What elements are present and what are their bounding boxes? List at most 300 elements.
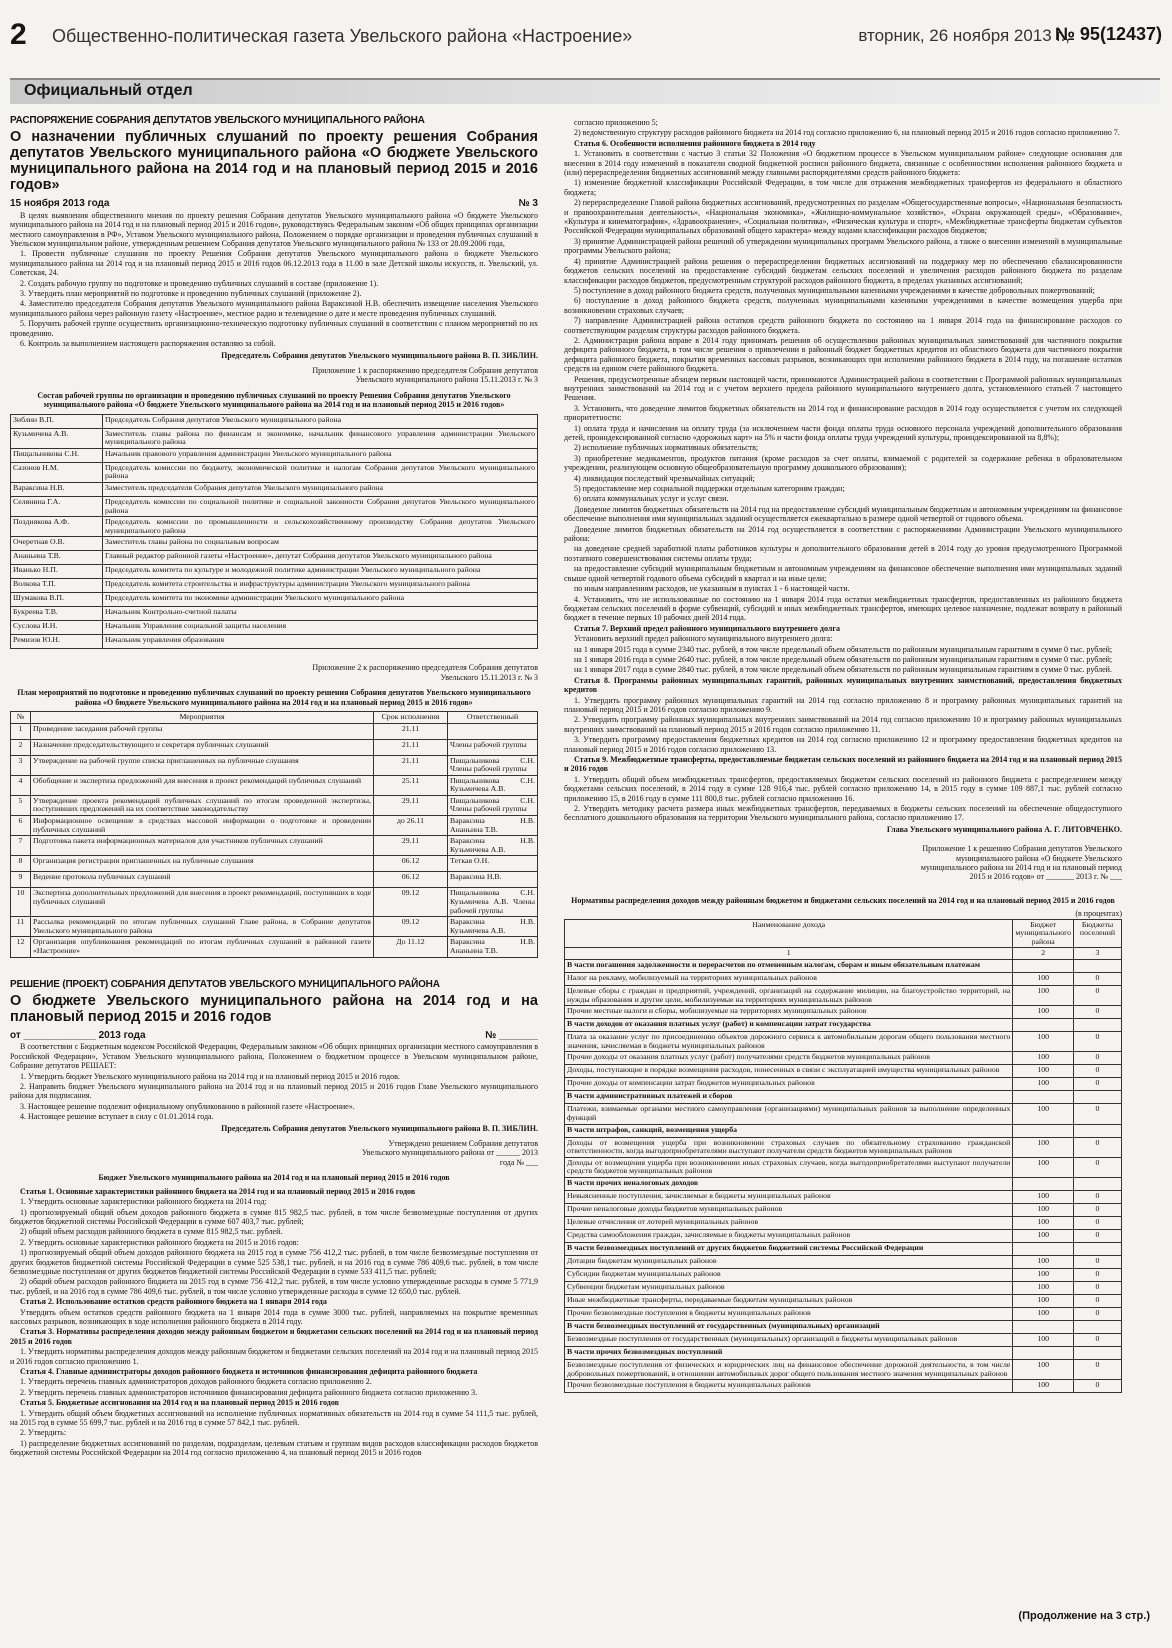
order-signature: Председатель Собрания депутатов Увельского муниципального района В. П. ЗИБЛИН. (221, 350, 538, 360)
table-cell: 21.11 (374, 739, 448, 755)
paragraph: 2. Утвердить: (20, 1428, 67, 1438)
table-cell: 100 (1013, 1104, 1074, 1124)
table-cell: 100 (1013, 1065, 1074, 1078)
column-header: Бюджет муниципального района (1013, 919, 1074, 948)
table-row (11, 462, 538, 482)
table-cell: Организация опубликования рекомендаций по итогам публичных слушаний в районной газете «Настроение» (31, 937, 374, 957)
paragraph: Статья 8. Программы районных муниципальных гарантий, районных муниципальных внутренних заимствований, предоставления бюджетных кредитов (564, 675, 1122, 695)
table-cell: Начальник Контрольно-счетной палаты (103, 607, 538, 621)
paragraph: 1. Утвердить общий объем бюджетных ассигнований на исполнение публичных нормативных обязательств на 2014 год в сумме 54 111,5 тыс. рублей, на 2015 год в сумме 55 699,7 тыс. рублей и на 2016 год в сумме 57 842,1 тыс. рублей. (10, 1408, 538, 1428)
paragraph: 1. Провести публичные слушания по проекту Решения Собрания депутатов Увельского муниципального района о бюджете Увельского муниципального района на 2014 год и на плановый период 2015 и 2016 годов 06.12.2013 года в 11.00 в зале Детской школы искусств, п. Увельский, ул. Советская, 24. (10, 249, 538, 278)
table-cell: 100 (1013, 1006, 1074, 1019)
paragraph: 1. Утвердить перечень главных администраторов доходов районного бюджета согласно приложению 2. (20, 1377, 372, 1387)
table-cell: 5 (11, 795, 31, 815)
column-header: № (11, 711, 31, 723)
paragraph: Решения, предусмотренные абзацем первым настоящей части, принимаются Администрацией района в соответствии с Программой районных муниципальных внутренних заимствований на 2014 год и с учетом верхнего предела районного муниципального внутреннего долга, установленного статьей 7 настоящего Решения. (564, 374, 1122, 403)
table-cell: Средства самообложения граждан, зачисляемые в бюджеты муниципальных районов (565, 1230, 1013, 1243)
table-cell: 9 (11, 872, 31, 888)
table-row (11, 937, 538, 957)
table-row (11, 482, 538, 496)
table-cell: Пищальникова С.Н. Члены рабочей группы (448, 755, 538, 775)
table-row (11, 872, 538, 888)
paragraph: Доведение лимитов бюджетных обязательств на 2014 год осуществляется в соответствии с распоряжениями Администрации Увельского муниципального района: (564, 524, 1122, 544)
norm-caption: Приложение 1 к решению Собрания депутатов Увельского муниципального района «О бюджете Увельского муниципального района на 2014 год и на плановый период 2015 и 2016 годов» от _______ 2013 г. № ___ (920, 844, 1122, 882)
table-cell: Рассылка рекомендаций по итогам публичных слушаний Главе района, в Собрание депутатов Увельского муниципального района (31, 917, 374, 937)
table-cell: 100 (1013, 1380, 1074, 1393)
norm-unit: (в процентах) (1075, 909, 1122, 919)
paragraph: 6) оплата коммунальных услуг и услуг связи. (574, 494, 729, 504)
table-section-row (565, 1243, 1122, 1256)
paragraph: Статья 4. Главные администраторы доходов районного бюджета и источников финансирования дефицита районного бюджета (20, 1367, 478, 1376)
table-cell: 0 (1074, 1191, 1122, 1204)
table-cell: 100 (1013, 973, 1074, 986)
table-cell: Сазонов Н.М. (11, 462, 103, 482)
table-cell: Суслова И.Н. (11, 621, 103, 635)
paragraph: 2. Создать рабочую группу по подготовке и проведению публичных слушаний в составе (приложение 1). (20, 278, 379, 288)
table-cell: 100 (1013, 1282, 1074, 1295)
paragraph: 7) направление Администрацией района остатков средств районного бюджета по состоянию на 1 января 2014 года на финансирование расходов со соответствующим разделам структуры расходов районного бюджета. (564, 316, 1122, 335)
table-row (11, 551, 538, 565)
table-cell: Информационное освещение в средствах массовой информации о подготовке и проведении публичных слушаний (31, 816, 374, 836)
table-cell: Зиблин В.П. (11, 414, 103, 428)
paragraph: 5) предоставление мер социальной поддержки отдельным категориям граждан; (574, 484, 845, 494)
table-row (565, 973, 1122, 986)
table-cell: Кузьмичева А.В. (11, 428, 103, 448)
table-cell: Невыясненные поступления, зачисляемые в бюджеты муниципальных районов (565, 1191, 1013, 1204)
paragraph: Утвердить объем остатков средств районного бюджета на 1 января 2014 года в сумме 3000 тыс. рублей, направляемых на покрытие временных кассовых разрывов, возникающих в ходе исполнения районного бюджета в 2014 году. (10, 1307, 538, 1326)
table-row (11, 621, 538, 635)
table-row (565, 1217, 1122, 1230)
table-row (11, 888, 538, 917)
table-row (11, 775, 538, 795)
table-cell: Пищальникова С.Н. Кузьмичева А.В. Члены рабочей группы (448, 888, 538, 917)
table-cell: 0 (1074, 1334, 1122, 1347)
table-cell: В части прочих неналоговых доходов (565, 1178, 1013, 1191)
page-number: 2 (10, 18, 27, 51)
paragraph: Статья 9. Межбюджетные трансферты, предоставляемые бюджетам сельских поселений из районного бюджета на 2014 год и на плановый период 2015 и 2016 годов (564, 755, 1122, 774)
paragraph: на 1 января 2016 года в сумме 2640 тыс. рублей, в том числе предельный объем обязательств по районным муниципальным гарантиям в сумме 0 тыс. рублей; (574, 654, 1113, 664)
table-cell: 0 (1074, 1308, 1122, 1321)
paragraph: 5. Поручить рабочей группе осуществить организационно-техническую подготовку публичных слушаний в соответствии с планом мероприятий по их проведению. (10, 319, 538, 338)
order-title: О назначении публичных слушаний по проекту решения Собрания депутатов Увельского муниципального района «О бюджете Увельского муниципального района на 2014 год и на плановый период 2015 и 2016 годов» (10, 129, 538, 194)
table-row (11, 836, 538, 856)
paragraph: 1) изменение бюджетной классификации Российской Федерации, в том числе для отражения межбюджетных трансфертов из федерального и областного бюджета; (564, 178, 1122, 197)
table-row (565, 1078, 1122, 1091)
table-cell: 21.11 (374, 723, 448, 739)
table-section-row (565, 1091, 1122, 1104)
table-row (11, 537, 538, 551)
table-cell: Назначение председательствующего и секретаря публичных слушаний (31, 739, 374, 755)
table-cell: Дотации бюджетам муниципальных районов (565, 1256, 1013, 1269)
paragraph: 4) ликвидация последствий чрезвычайных ситуаций; (574, 473, 755, 483)
continued-note: (Продолжение на 3 стр.) (1018, 1610, 1150, 1622)
paragraph: 2. Утвердить программу районных муниципальных внутренних заимствований на 2014 год согласно приложению 10 и программу районных муниципальных внутренних заимствований на плановый период 2015 и 2016 годов согласно приложению 11. (564, 715, 1122, 734)
table-cell: Проведение заседания рабочей группы (31, 723, 374, 739)
table-cell (1013, 1321, 1074, 1334)
table-cell: 100 (1013, 1308, 1074, 1321)
table-row (565, 1230, 1122, 1243)
table-row (11, 565, 538, 579)
paragraph: 6) поступление в доход районного бюджета средств, полученных муниципальными казенными учреждениями в качестве возмещения ущерба при возникновении страховых случаев; (564, 296, 1122, 315)
paragraph: 1) прогнозируемый общий объем доходов районного бюджета в сумме 815 982,5 тыс. рублей, в том числе безвозмездные поступления от других бюджетов бюджетной системы Российской Федерации в сумме 607 403,7 тыс. рублей; (10, 1207, 538, 1226)
table-section-row (565, 1124, 1122, 1137)
paragraph: Статья 1. Основные характеристики районного бюджета на 2014 год и на плановый период 2015 и 2016 годов (20, 1186, 416, 1196)
budget-articles (10, 1187, 538, 1458)
table-cell: 8 (11, 856, 31, 872)
table-section-row (565, 1178, 1122, 1191)
table-cell (1074, 1124, 1122, 1137)
column-header: Срок исполнения (374, 711, 448, 723)
table-cell: Вараксина Н.В. Ананьина Т.В. (448, 937, 538, 957)
table-cell: Иные межбюджетные трансферты, передаваемые бюджетам муниципальных районов (565, 1295, 1013, 1308)
table-cell: 21.11 (374, 755, 448, 775)
paragraph: на 1 января 2015 года в сумме 2340 тыс. рублей, в том числе предельный объем обязательств по районным муниципальным гарантиям в сумме 0 тыс. рублей; (574, 644, 1113, 654)
paragraph: на предоставление субсидий муниципальным бюджетным и автономным учреждениям на финансовое обеспечение выполнения ими муниципальных заданий свыше одной четвертой годового объема субсидий в квартал и на иные цели; (564, 564, 1122, 583)
table-cell: Прочие местные налоги и сборы, мобилизуемые на территориях муниципальных районов (565, 1006, 1013, 1019)
table-cell: Начальник правового управления администрации Увельского муниципального района (103, 448, 538, 462)
table-cell: 100 (1013, 986, 1074, 1006)
order-body (10, 211, 538, 349)
table-cell: В части погашения задолженности и перерасчетов по отмененным налогам, сборам и иным обязательным платежам (565, 960, 1013, 973)
table-cell: 09.12 (374, 888, 448, 917)
paragraph: 2) общий объем расходов районного бюджета в сумме 815 982,5 тыс. рублей. (20, 1227, 283, 1237)
table-cell: Председатель Собрания депутатов Увельского муниципального района (103, 414, 538, 428)
draft-signature: Председатель Собрания депутатов Увельского муниципального района В. П. ЗИБЛИН. (221, 1123, 538, 1133)
table-row (11, 917, 538, 937)
table-cell: Платежи, взимаемые органами местного самоуправления (организациями) муниципальных районов за выполнение определенных функций (565, 1104, 1013, 1124)
table-cell (448, 723, 538, 739)
table-row (565, 1256, 1122, 1269)
table-cell: 100 (1013, 1295, 1074, 1308)
table-section-row (565, 1347, 1122, 1360)
table-cell: 0 (1074, 1137, 1122, 1157)
table-cell: 4 (11, 775, 31, 795)
table-cell: Утверждение проекта рекомендаций публичных слушаний по итогам проведенной экспертизы, поступивших предложений на их соответствие законодательству (31, 795, 374, 815)
table-cell: Шумакова В.П. (11, 593, 103, 607)
table-cell (1074, 1321, 1122, 1334)
paragraph: на 1 января 2017 года в сумме 2840 тыс. рублей, в том числе предельный объем обязательств по районным муниципальным гарантиям в сумме 0 тыс. рублей. (574, 665, 1112, 675)
table-cell: Главный редактор районной газеты «Настроение», депутат Собрания депутатов Увельского муниципального района (103, 551, 538, 565)
table-cell: 09.12 (374, 917, 448, 937)
table-cell: Прочие безвозмездные поступления в бюджеты муниципальных районов (565, 1308, 1013, 1321)
paragraph: 2) перераспределение Главой района бюджетных ассигнований, предусмотренных по разделам «Общегосударственные вопросы», «Национальная безопасность и правоохранительная деятельность», «Национальная экономика», «Жилищно-коммунальное хозяйство», «Охрана окружающей среды», «Образование», «Культура и кинематография», «Здравоохранение», «Социальная политика», «Физическая культура и спорт», «Межбюджетные трансферты бюджетам субъектов Российской Федерации муниципальных образований общего характера» между кодами классификации расходов бюджетов; (564, 198, 1122, 236)
table-cell: Целевые отчисления от лотерей муниципальных районов (565, 1217, 1013, 1230)
table-row (11, 856, 538, 872)
table-cell: Заместитель председателя Собрания депутатов Увельского муниципального района (103, 482, 538, 496)
table-row (565, 1052, 1122, 1065)
table-cell: 0 (1074, 1032, 1122, 1052)
table-row (11, 496, 538, 516)
paragraph: 4) принятие Администрацией района решения о перераспределении бюджетных ассигнований на поддержку мер по обеспечению сбалансированности бюджетов сельских поселений на предоставление субсидий бюджетам сельских поселений и увеличения расходов районного бюджета по разделам классификации расходов бюджетов, предусмотренным структурой расходов районного бюджета, в пределах указанных ассигнований; (564, 256, 1122, 285)
table-cell: 0 (1074, 1157, 1122, 1177)
table-cell: 100 (1013, 1157, 1074, 1177)
table-cell: Утверждение на рабочей группе списка приглашенных на публичные слушания (31, 755, 374, 775)
table-cell: 100 (1013, 1230, 1074, 1243)
paragraph: 1. Утвердить программу районных муниципальных гарантий на 2014 год согласно приложению 8 и программу районных муниципальных гарантий на плановый период 2015 и 2016 годов согласно приложению 9. (564, 695, 1122, 714)
table-cell: Заместитель главы района по финансам и экономике, начальник финансового управления администрации Увельского муниципального района (103, 428, 538, 448)
column-header: 1 (565, 948, 1013, 960)
table-cell (1074, 1347, 1122, 1360)
table-cell: В части доходов от оказания платных услуг (работ) и компенсации затрат государства (565, 1019, 1013, 1032)
table-cell: 06.12 (374, 856, 448, 872)
table-cell: Субвенции бюджетам муниципальных районов (565, 1282, 1013, 1295)
table-cell: Начальник управления образования (103, 635, 538, 649)
table-cell: Прочие неналоговые доходы бюджетов муниципальных районов (565, 1204, 1013, 1217)
paragraph: согласно приложению 5; (574, 118, 658, 127)
table-row (11, 579, 538, 593)
table-cell: До 11.12 (374, 937, 448, 957)
table-cell: Председатель комиссии по промышленности и сельскохозяйственному производству Собрания депутатов Увельского муниципального района (103, 517, 538, 537)
table-cell: 0 (1074, 1065, 1122, 1078)
table-cell: В части штрафов, санкций, возмещения ущерба (565, 1124, 1013, 1137)
table-row (565, 1157, 1122, 1177)
table-cell: Подготовка пакета информационных материалов для участников публичных слушаний (31, 836, 374, 856)
table-cell: 3 (11, 755, 31, 775)
table-cell: Прочие доходы от оказания платных услуг (работ) получателями средств бюджетов муниципальных районов (565, 1052, 1013, 1065)
table-cell: В части безвозмездных поступлений от государственных (муниципальных) организаций (565, 1321, 1013, 1334)
table-cell: 100 (1013, 1217, 1074, 1230)
table-cell: Доходы от возмещения ущерба при возникновении иных страховых случаев, когда выгодоприобретателями выступают получатели средств бюджетов муниципальных районов (565, 1157, 1013, 1177)
column-header: 2 (1013, 948, 1074, 960)
table-cell: Вараксина Н.В. (11, 482, 103, 496)
table-cell: В части безвозмездных поступлений от других бюджетов бюджетной системы Российской Федерации (565, 1243, 1013, 1256)
table-cell: Обобщение и экспертиза предложений для внесения в проект рекомендаций публичных слушаний (31, 775, 374, 795)
paragraph: 1. Утвердить бюджет Увельского муниципального района на 2014 год и на плановый период 2015 и 2016 годов. (20, 1071, 400, 1081)
draft-title: О бюджете Увельского муниципального района на 2014 год и на плановый период 2015 и 2016 годов (10, 993, 538, 1025)
table-row (565, 1360, 1122, 1380)
table-cell: 100 (1013, 1204, 1074, 1217)
table-cell: Субсидии бюджетам муниципальных районов (565, 1269, 1013, 1282)
table-row (11, 593, 538, 607)
table-cell: 100 (1013, 1191, 1074, 1204)
table-row (565, 1204, 1122, 1217)
table-row (11, 517, 538, 537)
table-cell: Председатель комитета по экономике администрации Увельского муниципального района (103, 593, 538, 607)
draft-approved: Утверждено решением Собрания депутатов Увельского муниципального района от ______ 2013 года № ___ (362, 1139, 538, 1167)
table-row (565, 1191, 1122, 1204)
table-cell: 0 (1074, 1204, 1122, 1217)
newspaper-title: Общественно-политическая газета Увельского района «Настроение» (52, 26, 633, 46)
paragraph: Статья 7. Верхний предел районного муниципального внутреннего долга (574, 623, 840, 633)
table-cell: Пищальникова С.Н. Члены рабочей группы (448, 795, 538, 815)
table-row (565, 1065, 1122, 1078)
table-cell: 100 (1013, 1078, 1074, 1091)
plan-table (10, 711, 538, 958)
paragraph: 4. Установить, что не использованные по состоянию на 1 января 2014 года остатки межбюджетных трансфертов, предоставленных из районного бюджета бюджетам сельских поселений в форме субвенций, субсидий и иных межбюджетных трансфертов, имеющих целевое назначение, подлежат возврату в районный бюджет в течение первых 10 рабочих дней 2014 года. (564, 594, 1122, 623)
table-cell: Экспертиза дополнительных предложений для внесения в проект рекомендаций, поступивших в ходе публичных слушаний (31, 888, 374, 917)
table-cell: 0 (1074, 1256, 1122, 1269)
paragraph: 1. Установить в соответствии с частью 3 статьи 32 Положения «О бюджетном процессе в Увельском муниципальном районе» следующие основания для внесения в 2014 году изменений в показатели сводной бюджетной росписи районного бюджета, связанные с особенностями исполнения районного бюджета и (или) перераспределения бюджетных ассигнований между главными распорядителями средств районного бюджета: (564, 149, 1122, 178)
table-section-row (565, 960, 1122, 973)
table-row (565, 1308, 1122, 1321)
table-row (565, 1104, 1122, 1124)
paragraph: Доведение лимитов бюджетных обязательств на 2014 год на предоставление субсидий муниципальным бюджетным и автономным учреждениям на финансовое обеспечение выполнения ими муниципальных заданий осуществляется ежеквартально в размере одной четвертой от годового объема. (564, 504, 1122, 524)
order-label: РАСПОРЯЖЕНИЕ СОБРАНИЯ ДЕПУТАТОВ УВЕЛЬСКОГО МУНИЦИПАЛЬНОГО РАЙОНА (10, 115, 425, 126)
table-cell: 0 (1074, 1052, 1122, 1065)
page-header (10, 18, 1162, 56)
table-cell: Иванько Н.П. (11, 565, 103, 579)
paragraph: 2) общий объем расходов районного бюджета на 2015 год в сумме 756 412,2 тыс. рублей, в том числе условно утвержденные расходы в сумме 5 771,9 тыс. рублей, и на 2016 год в сумме 786 409,6 тыс. рублей, в том числе условно утвержденные расходы в сумме 12 650,0 тыс. рублей. (10, 1277, 538, 1296)
table-cell (1074, 1178, 1122, 1191)
table-cell (1013, 960, 1074, 973)
table-cell: В части прочих безвозмездных поступлений (565, 1347, 1013, 1360)
paragraph: 3. Утвердить программу предоставления бюджетных кредитов на 2014 год согласно приложению 12 и программу предоставления бюджетных кредитов на плановый период 2015 и 2016 годов согласно приложению 13. (564, 735, 1122, 754)
appendix2-caption: Приложение 2 к распоряжению председателя Собрания депутатов Увельского 15.11.2013 г. № 3 (312, 663, 538, 682)
table-cell: Букреева Т.В. (11, 607, 103, 621)
table-cell: Прочие безвозмездные поступления в бюджеты муниципальных районов (565, 1380, 1013, 1393)
paragraph: Установить верхний предел районного муниципального внутреннего долга: (574, 634, 833, 644)
table-cell: 100 (1013, 1032, 1074, 1052)
paragraph: 1) прогнозируемый общий объем доходов районного бюджета на 2015 год в сумме 756 412,2 тыс. рублей, в том числе безвозмездные поступления от других бюджетов бюджетной системы Российской Федерации в сумме 525 538,1 тыс. рублей, и на 2016 год в сумме 786 409,6 тыс. рублей, в том числе безвозмездные поступления от других бюджетов бюджетной системы Российской Федерации в сумме 533 411,5 тыс. рублей; (10, 1248, 538, 1276)
table-cell: Доходы от возмещения ущерба при возникновении страховых случаев по обязательному страхованию гражданской ответственности, когда выгодоприобретателями выступают получатели средств бюджетов муниципальных районов (565, 1137, 1013, 1157)
table-cell: Позднякова А.Ф. (11, 517, 103, 537)
table-cell (1013, 1019, 1074, 1032)
table-cell (1013, 1091, 1074, 1104)
table-row (565, 1006, 1122, 1019)
table-cell: Председатель комитета строительства и инфраструктуры администрации Увельского муниципального района (103, 579, 538, 593)
column-header: Наименование дохода (565, 919, 1013, 948)
table-row (11, 428, 538, 448)
draft-dateline (10, 1031, 538, 1040)
table-row (565, 1380, 1122, 1393)
table-cell: 0 (1074, 1217, 1122, 1230)
table-cell: Селянина Г.А. (11, 496, 103, 516)
table-cell: 0 (1074, 1380, 1122, 1393)
table-cell: 0 (1074, 1360, 1122, 1380)
table-cell: Председатель комиссии по социальной политике и социальной законности Собрания депутатов Увельского муниципального района (103, 496, 538, 516)
table-row (11, 739, 538, 755)
table-row (565, 1137, 1122, 1157)
table-cell: 12 (11, 937, 31, 957)
table-cell: Вараксина Н.В. Ананьина Т.В. (448, 816, 538, 836)
paragraph: по иным направлениям расходов, не указанным в пунктах 1 - 6 настоящей части. (574, 584, 850, 594)
paragraph: 2) исполнение публичных нормативных обязательств; (574, 443, 759, 453)
table-cell: 0 (1074, 986, 1122, 1006)
table-cell: Безвозмездные поступления от физических и юридических лиц на финансовое обеспечение дорожной деятельности, в том числе добровольных пожертвований, в отношении автомобильных дорог общего пользования местного значения муниципальных районов (565, 1360, 1013, 1380)
table-cell: Прочие доходы от компенсации затрат бюджетов муниципальных районов (565, 1078, 1013, 1091)
paragraph: 2. Утвердить методику расчета размера иных межбюджетных трансфертов, передаваемых в бюджеты сельских поселений на обеспечение общедоступного бесплатного дошкольного образования на территории Увельского муниципального района, согласно приложению 17. (564, 804, 1122, 823)
table-cell: 6 (11, 816, 31, 836)
paragraph: 2. Утвердить перечень главных администраторов источников финансирования дефицита районного бюджета согласно приложению 3. (20, 1387, 478, 1397)
table-cell: до 26.11 (374, 816, 448, 836)
paragraph: В соответствии с Бюджетным кодексом Российской Федерации, Федеральным законом «Об общих принципах организации местного самоуправления в Российской Федерации», Уставом Увельского муниципального района, Положением о бюджетном процессе в Увельском муниципальном районе, Собрание депутатов РЕШАЕТ: (10, 1042, 538, 1071)
table-cell: 10 (11, 888, 31, 917)
table-cell: Пищальникова С.Н. Кузьмичева А.В. (448, 775, 538, 795)
table-cell: 11 (11, 917, 31, 937)
table-cell: Плата за оказание услуг по присоединению объектов дорожного сервиса к автомобильным дорогам общего пользования местного значения, зачисляемая в бюджеты муниципальных районов (565, 1032, 1013, 1052)
paragraph: 2. Администрация района вправе в 2014 году принимать решения об осуществлении районных муниципальных заимствований для частичного покрытия дефицита районного бюджета, в том числе решения о привлечении в районный бюджет бюджетных кредитов из областного бюджета для частичного покрытия дефицита районного бюджета, покрытия временных кассовых разрывов, возникающих при исполнении районного бюджета в 2014 году, на погашение остатков средств на едином счете районного бюджета. (564, 335, 1122, 374)
table-cell: Председатель комитета по культуре и молодежной политике администрации Увельского муниципального района (103, 565, 538, 579)
draft-body (10, 1042, 538, 1121)
table-cell: Заместитель главы района по социальным вопросам (103, 537, 538, 551)
table-cell: 0 (1074, 1230, 1122, 1243)
table-cell: Ведение протокола публичных слушаний (31, 872, 374, 888)
right-body (564, 118, 1122, 823)
table-cell (1074, 1019, 1122, 1032)
paragraph: 1) распределение бюджетных ассигнований по разделам, подразделам, целевым статьям и группам видов расходов классификации расходов бюджетов бюджетной системы Российской Федерации на 2014 год согласно приложению 4, на плановый период 2015 и 2016 годов (10, 1438, 538, 1458)
table-cell: 29.11 (374, 795, 448, 815)
table-cell: 25.11 (374, 775, 448, 795)
table-cell: Вараксина Н.В. Кузьмичева А.В. (448, 917, 538, 937)
table-row (11, 414, 538, 428)
paragraph: Статья 2. Использование остатков средств районного бюджета на 1 января 2014 года (20, 1297, 327, 1307)
column-header: Бюджеты поселений (1074, 919, 1122, 948)
table-cell: Безвозмездные поступления от государственных (муниципальных) организаций в бюджеты муниципальных районов (565, 1334, 1013, 1347)
paragraph: 3) принятие Администрацией района решений об утверждении муниципальных программ Увельского района, а также о внесении изменений в муниципальные программы Увельского района; (564, 236, 1122, 256)
paragraph: 1) оплата труда и начисления на оплату труда (за исключением части фонда оплаты труда основного персонала учреждений дополнительного образования детей, проиндексированной согласно «дорожных карт» на 5% и части фонда оплаты труда учреждений культуры, проиндексированной на 8,8%); (564, 423, 1122, 442)
budget-title: Бюджет Увельского муниципального района на 2014 год и на плановый период 2015 и 2016 годов (98, 1173, 450, 1183)
norm-table (564, 919, 1122, 1394)
table-cell: 100 (1013, 1269, 1074, 1282)
table-cell: 100 (1013, 1052, 1074, 1065)
table-row (11, 607, 538, 621)
paragraph: 3. Установить, что доведение лимитов бюджетных обязательств на 2014 год и финансирование расходов в 2014 году осуществляется с учетом их следующей приоритетности: (564, 403, 1122, 423)
section-bar (10, 78, 1160, 104)
appendix2-title: План мероприятий по подготовке и проведению публичных слушаний по проекту решения Собрания депутатов Увельского муниципального района «О бюджете Увельского муниципального района на 2014 год и на плановый период 2015 и 2016 годов» (17, 688, 531, 707)
paragraph: 2. Направить бюджет Увельского муниципального района на 2014 год и на плановый период 2015 и 2016 годов Главе Увельского муниципального района для подписания. (10, 1082, 538, 1101)
paragraph: на доведение средней заработной платы работников культуры и дополнительного образования детей в 2014 году до уровня предусмотренного Программой поэтапного совершенствования системы оплаты труда; (564, 544, 1122, 563)
paragraph: 6. Контроль за выполнением настоящего распоряжения оставляю за собой. (20, 339, 276, 349)
table-cell (1013, 1178, 1074, 1191)
table-cell: 0 (1074, 1295, 1122, 1308)
column-header: 3 (1074, 948, 1122, 960)
table-row (11, 723, 538, 739)
paragraph: 4. Настоящее решение вступает в силу с 01.01.2014 года. (20, 1112, 214, 1122)
table-row (565, 1269, 1122, 1282)
table-row (565, 986, 1122, 1006)
table-cell: 29.11 (374, 836, 448, 856)
table-cell (1074, 1243, 1122, 1256)
draft-label: РЕШЕНИЕ (ПРОЕКТ) СОБРАНИЯ ДЕПУТАТОВ УВЕЛЬСКОГО МУНИЦИПАЛЬНОГО РАЙОНА (10, 978, 440, 990)
order-dateline (10, 199, 538, 208)
table-row (11, 816, 538, 836)
paragraph: Статья 6. Особенности исполнения районного бюджета в 2014 году (574, 138, 816, 148)
draft-number: № _______ (485, 1030, 538, 1041)
paragraph: 5) поступление в доход районного бюджета средств, полученных муниципальными казенными учреждениями в качестве добровольных пожертвований; (574, 285, 1095, 295)
issue-number: № 95(12437) (1054, 24, 1162, 44)
table-cell: 7 (11, 836, 31, 856)
table-cell: 0 (1074, 1078, 1122, 1091)
table-cell (1013, 1243, 1074, 1256)
table-cell: Ремизов Ю.Н. (11, 635, 103, 649)
table-cell: Ананьина Т.В. (11, 551, 103, 565)
table-cell: 0 (1074, 1269, 1122, 1282)
table-cell (1074, 1091, 1122, 1104)
table-cell: 2 (11, 739, 31, 755)
table-cell: Организация регистрации приглашенных на публичные слушания (31, 856, 374, 872)
paragraph: Статья 3. Нормативы распределения доходов между районным бюджетом и бюджетами сельских поселений на 2014 год и на плановый период 2015 и 2016 годов (10, 1327, 538, 1346)
right-signature: Глава Увельского муниципального района А. Г. ЛИТОВЧЕНКО. (886, 824, 1122, 834)
table-cell: Члены рабочей группы (448, 739, 538, 755)
paragraph: 3. Утвердить план мероприятий по подготовке и проведению публичных слушаний (приложение 2). (20, 289, 362, 299)
table-cell: Целевые сборы с граждан и предприятий, учреждений, организаций на содержание милиции, на благоустройство территорий, на нужды образования и другие цели, мобилизуемые на территориях муниципальных районов (565, 986, 1013, 1006)
table-cell: 0 (1074, 1282, 1122, 1295)
table-cell (1013, 1124, 1074, 1137)
paragraph: 2) ведомственную структуру расходов районного бюджета на 2014 год согласно приложению 6, на плановый период 2015 и 2016 годов согласно приложению 7. (574, 128, 1120, 138)
table-row (11, 448, 538, 462)
table-row (11, 755, 538, 775)
table-cell: Очеретная О.В. (11, 537, 103, 551)
appendix1-caption: Приложение 1 к распоряжению председателя Собрания депутатов Увельского муниципального района 15.11.2013 г. № 3 (312, 365, 538, 385)
section-title: Официальный отдел (24, 82, 193, 99)
table-cell: 0 (1074, 1006, 1122, 1019)
norm-title: Нормативы распределения доходов между районным бюджетом и бюджетами сельских поселений на 2014 год и на плановый период 2015 и 2016 годов (571, 895, 1115, 905)
table-cell: 06.12 (374, 872, 448, 888)
issue-date: вторник, 26 ноября 2013 г., (858, 26, 1070, 45)
paragraph: 1. Утвердить основные характеристики районного бюджета на 2014 год: (20, 1197, 267, 1207)
order-number: № 3 (518, 198, 538, 210)
table-cell: 100 (1013, 1334, 1074, 1347)
